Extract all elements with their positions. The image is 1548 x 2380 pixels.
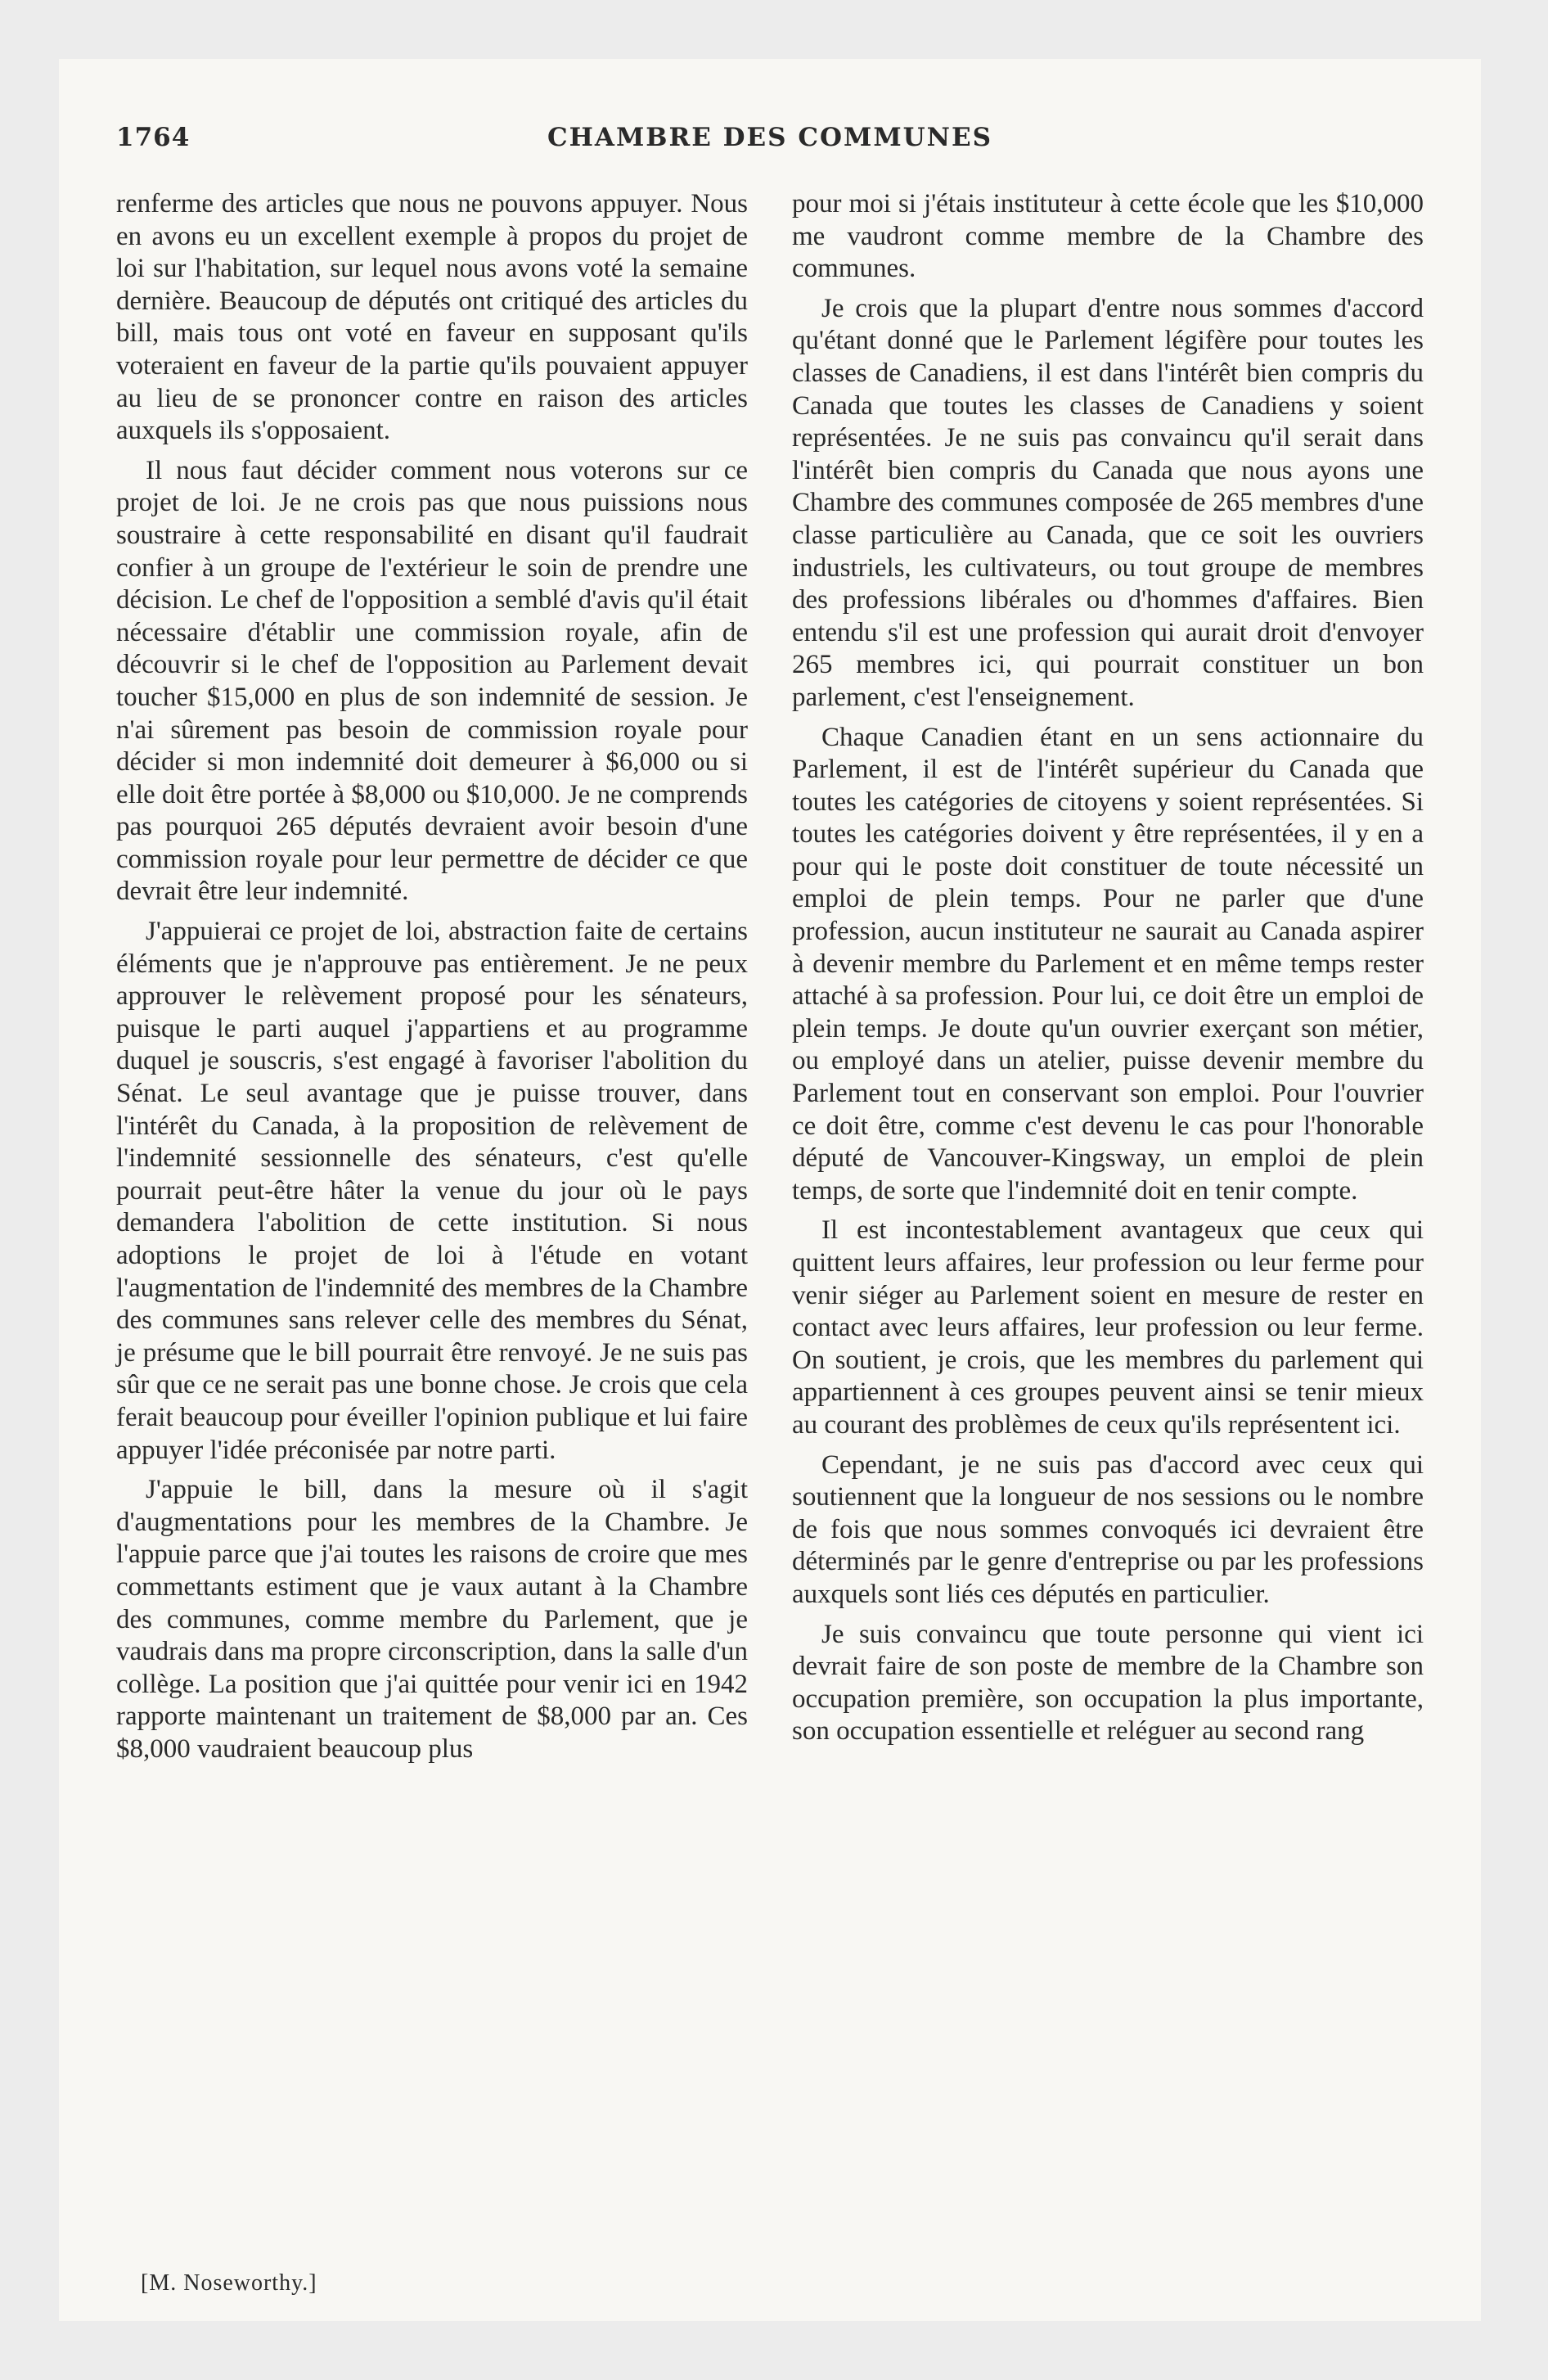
paragraph: Je suis convaincu que toute personne qui vient ici devrait faire de son poste de membre de la Chambre son occupation première, son occupation la plus importante, son occupation essentielle et reléguer au second rang	[792, 1619, 1424, 1747]
paragraph: Il est incontestablement avantageux que ceux qui quittent leurs affaires, leur profession ou leur ferme pour venir siéger au Parlement soient en mesure de rester en contact avec leurs affaires, leur profession ou leur ferme. On soutient, je crois, que les membres du parlement qui appartiennent à ces groupes peuvent ainsi se tenir mieux au courant des problèmes de ceux qu'ils représentent ici.	[792, 1215, 1424, 1440]
paragraph: J'appuie le bill, dans la mesure où il s'agit d'augmentations pour les membres de la Chambre. Je l'appuie parce que j'ai toutes les raisons de croire que mes commettants estiment que je vaux autant à la Chambre des communes, comme membre du Parlement, que je vaudrais dans ma propre circonscription, dans la salle d'un collège. La position que j'ai quittée pour venir ici en 1942 rapporte maintenant un traitement de $8,000 par an. Ces $8,000 vaudraient beaucoup plus	[116, 1475, 748, 1764]
paragraph: renferme des articles que nous ne pouvons appuyer. Nous en avons eu un excellent exemple à propos du projet de loi sur l'habitation, sur lequel nous avons voté la semaine dernière. Beaucoup de députés ont critiqué des articles du bill, mais tous ont voté en faveur en supposant qu'ils voteraient en faveur de la partie qu'ils pouvaient appuyer au lieu de se prononcer contre en raison des articles auxquels ils s'opposaient.	[116, 189, 748, 446]
page-header	[116, 123, 1424, 172]
speaker-attribution: [M. Noseworthy.]	[141, 2270, 317, 2296]
paragraph: Cependant, je ne suis pas d'accord avec ceux qui soutiennent que la longueur de nos sessions ou le nombre de fois que nous sommes convoqués ici devraient être déterminés par le genre d'entreprise ou par les professions auxquels sont liés ces députés en particulier.	[792, 1449, 1424, 1609]
page	[59, 59, 1481, 2321]
paragraph: J'appuierai ce projet de loi, abstraction faite de certains éléments que je n'approuve pas entièrement. Je ne peux approuver le relèvement proposé pour les sénateurs, puisque le parti auquel j'appartiens et au programme duquel je souscris, s'est engagé à favoriser l'abolition du Sénat. Le seul avantage que je puisse trouver, dans l'intérêt du Canada, à la proposition de relèvement de l'indemnité sessionnelle des sénateurs, c'est qu'elle pourrait peut-être hâter la venue du jour où le pays demandera l'abolition de cette institution. Si nous adoptions le projet de loi à l'étude en votant l'augmentation de l'indemnité des membres de la Chambre des communes sans relever celle des membres du Sénat, je présume que le bill pourrait être renvoyé. Je ne suis pas sûr que ce ne serait pas une bonne chose. Je crois que cela ferait beaucoup pour éveiller l'opinion publique et lui faire appuyer l'idée préconisée par notre parti.	[116, 917, 749, 1465]
page-number: 1764	[116, 123, 191, 152]
running-title: CHAMBRE DES COMMUNES	[547, 123, 993, 152]
right-column	[792, 188, 1424, 1756]
paragraph: pour moi si j'étais instituteur à cette école que les $10,000 me vaudront comme membre de la Chambre des communes.	[792, 189, 1424, 284]
paragraph: Il nous faut décider comment nous voterons sur ce projet de loi. Je ne crois pas que nous puissions nous soustraire à cette responsabilité en disant qu'il faudrait confier à un groupe de l'extérieur le soin de prendre une décision. Le chef de l'opposition a semblé d'avis qu'il était nécessaire d'établir une commission royale, afin de découvrir si le chef de l'opposition au Parlement devait toucher $15,000 en plus de son indemnité de session. Je n'ai sûrement pas besoin de commission royale pour décider si mon indemnité doit demeurer à $6,000 ou si elle doit être portée à $8,000 ou $10,000. Je ne comprends pas pourquoi 265 députés devraient avoir besoin d'une commission royale pour leur permettre de décider ce que devrait être leur indemnité.	[116, 455, 748, 907]
left-column	[116, 188, 748, 1774]
paragraph: Je crois que la plupart d'entre nous sommes d'accord qu'étant donné que le Parlement légifère pour toutes les classes de Canadiens, il est dans l'intérêt bien compris du Canada que toutes les classes de Canadiens y soient représentées. Je ne suis pas convaincu qu'il serait dans l'intérêt bien compris du Canada que nous ayons une Chambre des communes composée de 265 membres d'une classe particulière au Canada, que ce soit les ouvriers industriels, les cultivateurs, ou tout groupe de membres des professions libérales ou d'hommes d'affaires. Bien entendu s'il est une profession qui aurait droit d'envoyer 265 membres ici, qui pourrait constituer un bon parlement, c'est l'enseignement.	[792, 293, 1424, 712]
paragraph: Chaque Canadien étant en un sens actionnaire du Parlement, il est de l'intérêt supérieur du Canada que toutes les catégories de citoyens y soient représentées. Si toutes les catégories doivent y être représentées, il y en a pour qui le poste doit constituer de toute nécessité un emploi de plein temps. Pour ne parler que d'une profession, aucun instituteur ne saurait au Canada aspirer à devenir membre du Parlement et en même temps rester attaché à sa profession. Pour lui, ce doit être un emploi de plein temps. Je doute qu'un ouvrier exerçant son métier, ou employé dans un atelier, puisse devenir membre du Parlement tout en conservant son emploi. Pour l'ouvrier ce doit être, comme c'est devenu le cas pour l'honorable député de Vancouver-Kingsway, un emploi de plein temps, de sorte que l'indemnité doit en tenir compte.	[792, 722, 1424, 1206]
